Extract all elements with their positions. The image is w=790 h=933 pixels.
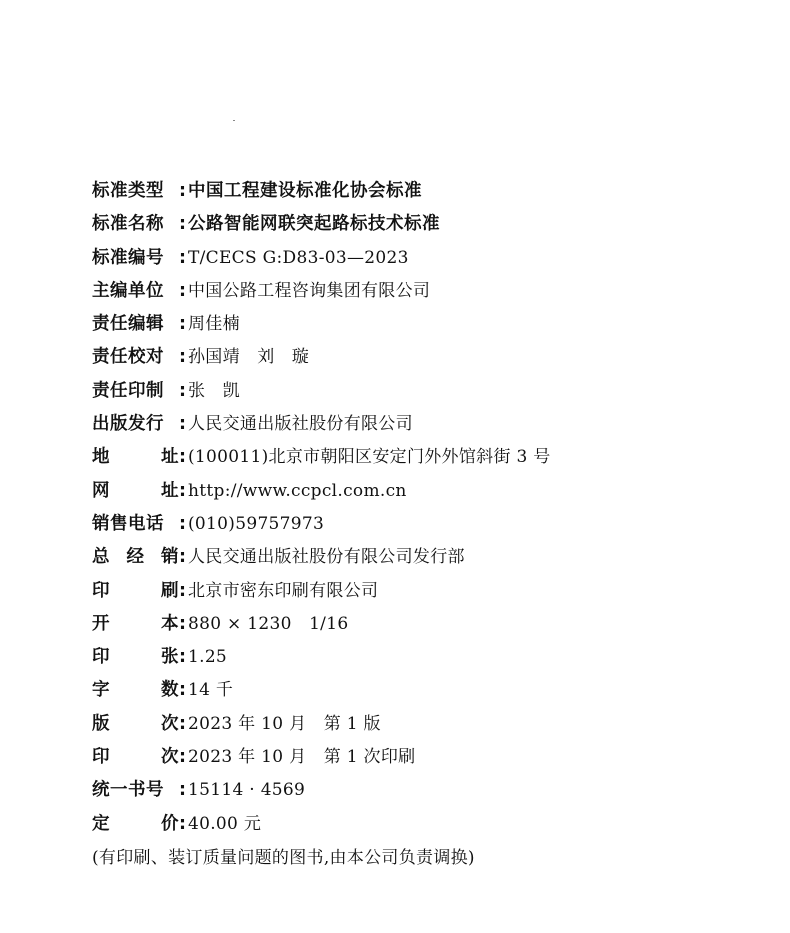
field-colon: :: [179, 713, 186, 734]
field-label: 定价: [92, 813, 179, 834]
field-colon: :: [179, 813, 186, 834]
standard-number-value: T/CECS G:D83-03—2023: [188, 247, 409, 268]
word-count-row: [92, 677, 752, 710]
price-value: 40.00 元: [188, 813, 262, 834]
field-colon: :: [179, 513, 186, 534]
print-supervisor-row: [92, 378, 752, 411]
field-colon: :: [179, 480, 186, 501]
field-label: 责任编辑: [92, 314, 164, 335]
website-link: http://www.ccpcl.com.cn: [188, 480, 407, 501]
field-label: 印张: [92, 647, 179, 668]
word-count-value: 14 千: [188, 680, 234, 701]
proofreader-value: 孙国靖 刘 璇: [188, 347, 310, 368]
edition-row: [92, 711, 752, 744]
field-label: 出版发行: [92, 414, 164, 435]
price-row: [92, 811, 752, 844]
format-row: [92, 611, 752, 644]
distributor-value: 人民交通出版社股份有限公司发行部: [188, 547, 465, 568]
field-label: 标准编号: [92, 247, 164, 268]
field-label: 印次: [92, 747, 179, 768]
sales-phone-row: [92, 511, 752, 544]
field-colon: :: [179, 780, 186, 801]
book-number-value: 15114 · 4569: [188, 780, 306, 801]
field-colon: :: [179, 214, 186, 235]
field-label: 销售电话: [92, 513, 164, 534]
field-label: 责任校对: [92, 347, 164, 368]
standard-type-row: [92, 178, 752, 211]
field-colon: :: [179, 347, 186, 368]
field-colon: :: [179, 580, 186, 601]
printed-sheets-row: [92, 644, 752, 677]
field-label: 标准名称: [92, 214, 164, 235]
field-colon: :: [179, 680, 186, 701]
address-value: (100011)北京市朝阳区安定门外外馆斜街 3 号: [188, 447, 551, 468]
field-colon: :: [179, 314, 186, 335]
printer-value: 北京市密东印刷有限公司: [188, 580, 379, 601]
publisher-value: 人民交通出版社股份有限公司: [188, 414, 413, 435]
field-label: 主编单位: [92, 280, 164, 301]
standard-type-value: 中国工程建设标准化协会标准: [188, 181, 422, 201]
responsible-editor-value: 周佳楠: [188, 314, 240, 335]
printed-sheets-value: 1.25: [188, 647, 228, 668]
address-row: [92, 444, 752, 477]
print-supervisor-value: 张 凯: [188, 380, 240, 401]
field-label: 统一书号: [92, 780, 164, 801]
field-colon: :: [179, 414, 186, 435]
field-label: 总经销: [92, 547, 179, 568]
responsible-editor-row: [92, 311, 752, 344]
field-label: 网址: [92, 480, 179, 501]
standard-name-row: [92, 211, 752, 244]
field-colon: :: [179, 247, 186, 268]
printer-row: [92, 578, 752, 611]
distributor-row: [92, 544, 752, 577]
field-label: 标准类型: [92, 181, 164, 201]
sales-phone-value: (010)59757973: [188, 513, 325, 534]
field-label: 责任印制: [92, 380, 164, 401]
impression-value: 2023 年 10 月 第 1 次印刷: [188, 747, 416, 768]
format-value: 880 × 1230 1/16: [188, 613, 349, 634]
scan-speck: [233, 120, 235, 121]
publication-info: [92, 178, 752, 844]
chief-editor-unit-value: 中国公路工程咨询集团有限公司: [188, 280, 431, 301]
field-colon: :: [179, 380, 186, 401]
website-row: [92, 478, 752, 511]
standard-name-value: 公路智能网联突起路标技术标准: [188, 214, 440, 235]
field-colon: :: [179, 181, 186, 201]
field-label: 开本: [92, 613, 179, 634]
field-colon: :: [179, 547, 186, 568]
field-colon: :: [179, 280, 186, 301]
chief-editor-unit-row: [92, 278, 752, 311]
quality-notice: (有印刷、装订质量问题的图书,由本公司负责调换): [92, 848, 475, 868]
publisher-row: [92, 411, 752, 444]
proofreader-row: [92, 344, 752, 377]
edition-value: 2023 年 10 月 第 1 版: [188, 713, 381, 734]
field-colon: :: [179, 613, 186, 634]
field-colon: :: [179, 647, 186, 668]
field-label: 版次: [92, 713, 179, 734]
field-label: 印刷: [92, 580, 179, 601]
field-colon: :: [179, 747, 186, 768]
field-colon: :: [179, 447, 186, 468]
field-label: 地址: [92, 447, 179, 468]
impression-row: [92, 744, 752, 777]
standard-number-row: [92, 245, 752, 278]
book-number-row: [92, 777, 752, 810]
field-label: 字数: [92, 680, 179, 701]
